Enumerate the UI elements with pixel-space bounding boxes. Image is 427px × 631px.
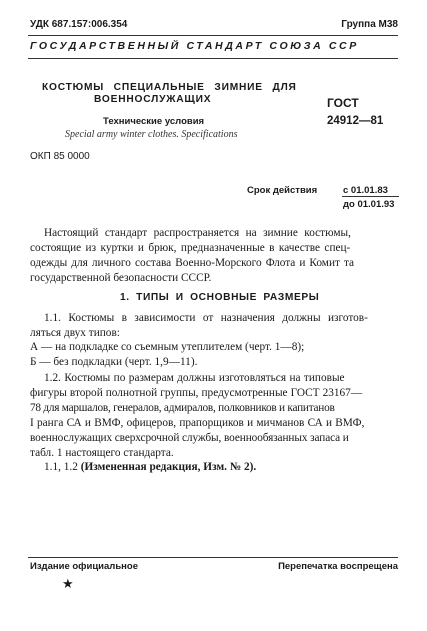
star-icon: ★ <box>62 576 74 591</box>
p12-line: 78 для маршалов, генералов, адмиралов, полковников и капитанов <box>30 402 335 414</box>
doc-title-line1: КОСТЮМЫ СПЕЦИАЛЬНЫЕ ЗИМНИЕ ДЛЯ <box>42 82 297 93</box>
intro-line: государственной безопасности СССР. <box>30 272 212 284</box>
validity-to: до 01.01.93 <box>343 199 395 210</box>
p11-line: 1.1. Костюмы в зависимости от назначения должны изготов- <box>44 312 368 324</box>
footer-rule <box>28 557 398 558</box>
p11-line: ляться двух типов: <box>30 327 120 339</box>
paragraph-1-2 <box>30 371 398 461</box>
udk-code: УДК 687.157:006.354 <box>30 19 128 30</box>
paragraph-1-1 <box>30 311 398 341</box>
p12-line: фигуры второй полнотной группы, предусмотренные ГОСТ 23167— <box>30 387 363 399</box>
intro-line: Настоящий стандарт распространяется на зимние костюмы, <box>44 227 351 239</box>
intro-line: одежды для личного состава Военно-Морского Флота и Комит та <box>30 257 355 269</box>
validity-divider <box>342 196 399 197</box>
amendment-text: (Измененная редакция, Изм. № 2). <box>80 461 257 473</box>
header-rule-bottom <box>28 58 398 59</box>
p12-line: 1.2. Костюмы по размерам должны изготовляться на типовые <box>44 372 345 384</box>
amendment-prefix: 1.1, 1.2 <box>44 461 78 473</box>
official-edition-label: Издание официальное <box>30 561 138 572</box>
validity-from: с 01.01.83 <box>343 185 388 196</box>
section-heading: 1. ТИПЫ И ОСНОВНЫЕ РАЗМЕРЫ <box>120 292 320 303</box>
group-code: Группа М38 <box>341 19 398 30</box>
amendment-ref <box>44 461 256 473</box>
gost-banner: ГОСУДАРСТВЕННЫЙ СТАНДАРТ СОЮЗА ССР <box>30 40 359 52</box>
header-rule-top <box>28 35 398 36</box>
type-a-item: А — на подкладке со съемным утеплителем (черт. 1—8); <box>30 341 305 353</box>
gost-label: ГОСТ <box>327 96 359 110</box>
validity-label: Срок действия <box>247 185 318 196</box>
doc-title-line2: ВОЕННОСЛУЖАЩИХ <box>94 94 212 105</box>
p12-line: табл. 1 настоящего стандарта. <box>30 447 174 459</box>
doc-english-title: Special army winter clothes. Specifications <box>65 129 238 140</box>
p12-line: I ранга СА и ВМФ, офицеров, прапорщиков и мичманов СА и ВМФ, <box>30 417 365 429</box>
type-b-item: Б — без подкладки (черт. 1,9—11). <box>30 356 198 368</box>
reprint-prohibited-label: Перепечатка воспрещена <box>278 561 398 572</box>
intro-paragraph <box>30 226 398 286</box>
p12-line: военнослужащих сверхсрочной службы, военнообязанных запаса и <box>30 432 349 444</box>
doc-subtitle: Технические условия <box>103 116 205 127</box>
okp-code: ОКП 85 0000 <box>30 151 90 162</box>
gost-number: 24912—81 <box>327 115 384 127</box>
intro-line: состоящие из куртки и брюк, предназначенные в качестве спец- <box>30 242 351 254</box>
